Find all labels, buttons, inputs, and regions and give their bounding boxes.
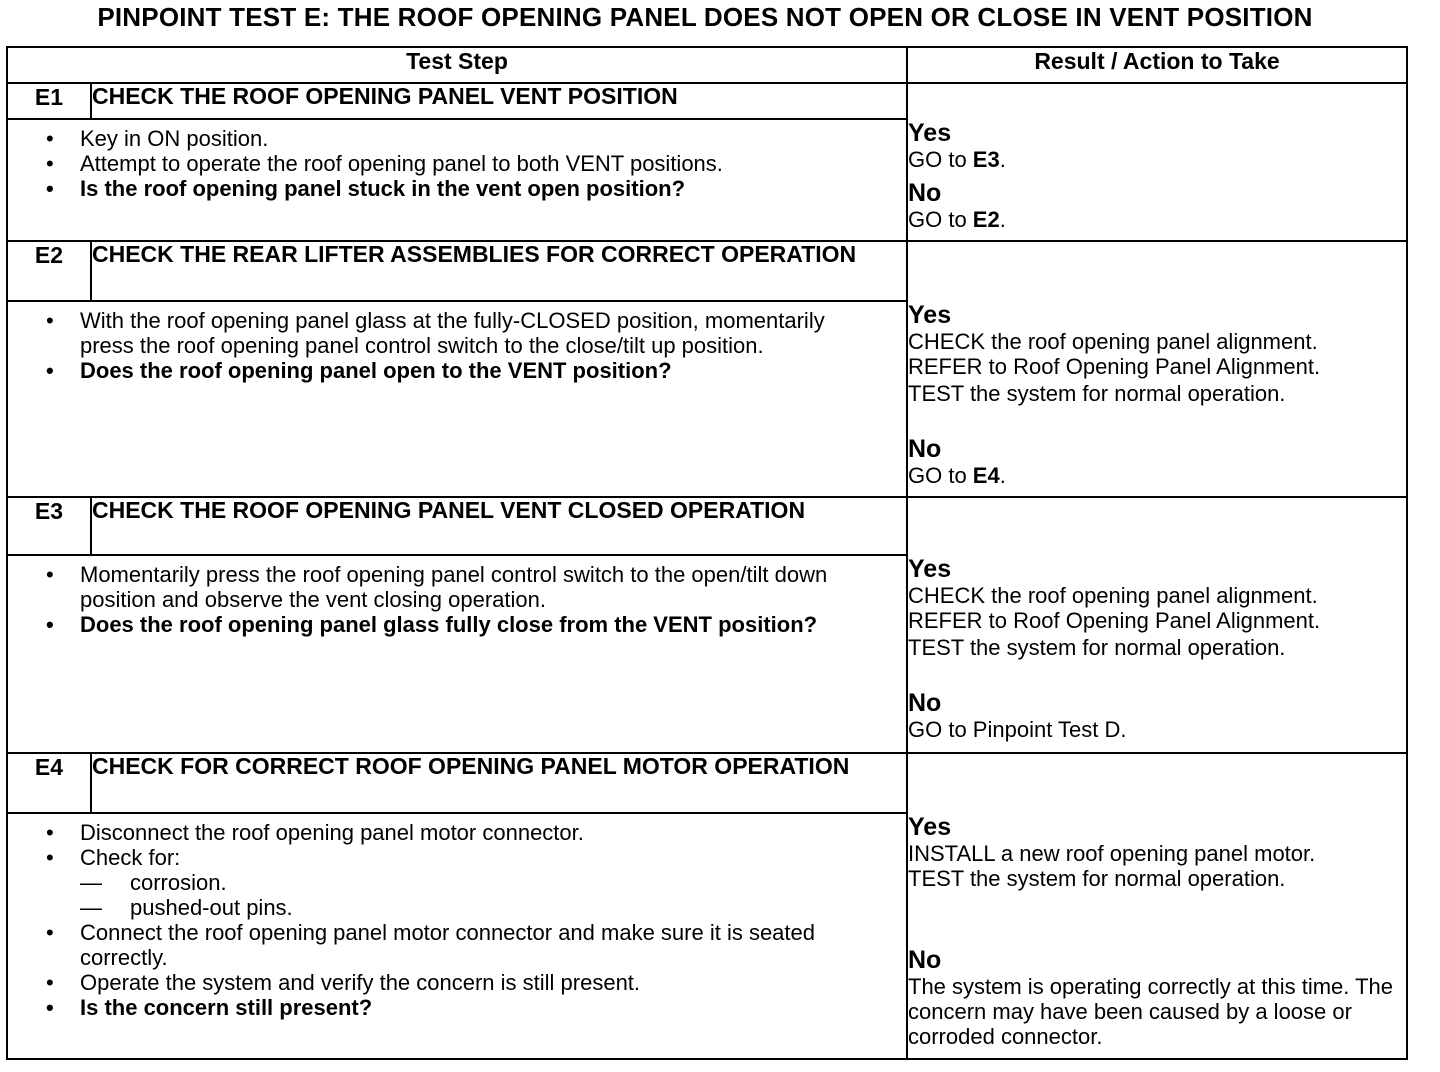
- step-title: CHECK FOR CORRECT ROOF OPENING PANEL MOTOR OPERATION: [91, 753, 907, 813]
- step-result: [907, 241, 1407, 497]
- no-action: The system is operating correctly at this time. The concern may have been caused by a loose or corroded connector.: [908, 974, 1393, 1049]
- no-action: GO to E2.: [908, 207, 1006, 232]
- list-item: • Check for: — corrosion. — pushed-out pins.: [44, 845, 876, 920]
- step-title-row: [7, 83, 1407, 119]
- sub-list-item: — corrosion.: [80, 870, 227, 895]
- no-label: No: [908, 179, 942, 207]
- step-id: E4: [7, 753, 91, 813]
- table-header-row: [7, 47, 1407, 83]
- step-instructions: [7, 813, 907, 1059]
- step-id: E3: [7, 497, 91, 555]
- step-question: • Is the concern still present?: [46, 995, 373, 1020]
- step-question: • Does the roof opening panel open to the VENT position?: [46, 358, 672, 383]
- step-question: • Does the roof opening panel glass fully close from the VENT position?: [46, 612, 818, 637]
- list-item: • Momentarily press the roof opening panel control switch to the open/tilt down position and observe the vent closing operation.: [46, 562, 828, 612]
- step-instructions: [7, 555, 907, 753]
- no-label: No: [908, 946, 942, 974]
- step-title: CHECK THE ROOF OPENING PANEL VENT POSITION: [91, 83, 907, 119]
- no-label: No: [908, 689, 942, 717]
- sub-list-item: — pushed-out pins.: [80, 895, 293, 920]
- step-title-row: [7, 497, 1407, 555]
- yes-action: TEST the system for normal operation.: [908, 635, 1286, 660]
- list-item: • Disconnect the roof opening panel motor connector.: [46, 820, 584, 845]
- step-instructions: [7, 301, 907, 497]
- step-question: • Is the roof opening panel stuck in the vent open position?: [46, 176, 686, 201]
- test-step-header: Test Step: [7, 47, 907, 83]
- no-action: GO to Pinpoint Test D.: [908, 717, 1127, 742]
- yes-action: INSTALL a new roof opening panel motor.: [908, 841, 1316, 866]
- yes-label: Yes: [908, 555, 952, 583]
- yes-action: GO to E3.: [908, 147, 1006, 172]
- yes-action: TEST the system for normal operation.: [908, 381, 1286, 406]
- step-result: [907, 83, 1407, 241]
- yes-action: REFER to Roof Opening Panel Alignment.: [908, 608, 1321, 633]
- step-title-row: [7, 753, 1407, 813]
- yes-action: CHECK the roof opening panel alignment.: [908, 583, 1318, 608]
- yes-action: REFER to Roof Opening Panel Alignment.: [908, 354, 1321, 379]
- list-item: • Operate the system and verify the concern is still present.: [46, 970, 641, 995]
- step-id: E2: [7, 241, 91, 301]
- yes-action: TEST the system for normal operation.: [908, 866, 1286, 891]
- step-instructions: [7, 119, 907, 241]
- result-header: Result / Action to Take: [907, 47, 1407, 83]
- step-title: CHECK THE REAR LIFTER ASSEMBLIES FOR CORRECT OPERATION: [91, 241, 907, 301]
- pinpoint-test-table: [6, 46, 1408, 1060]
- step-result: [907, 497, 1407, 753]
- yes-label: Yes: [908, 813, 952, 841]
- step-result: [907, 753, 1407, 1059]
- list-item: • Attempt to operate the roof opening panel to both VENT positions.: [46, 151, 723, 176]
- no-action: GO to E4.: [908, 463, 1006, 488]
- yes-label: Yes: [908, 301, 952, 329]
- no-label: No: [908, 435, 942, 463]
- page-title: PINPOINT TEST E: THE ROOF OPENING PANEL DOES NOT OPEN OR CLOSE IN VENT POSITION: [97, 2, 1313, 32]
- yes-action: CHECK the roof opening panel alignment.: [908, 329, 1318, 354]
- step-id: E1: [7, 83, 91, 119]
- yes-label: Yes: [908, 119, 952, 147]
- step-title: CHECK THE ROOF OPENING PANEL VENT CLOSED OPERATION: [91, 497, 907, 555]
- list-item: • Connect the roof opening panel motor connector and make sure it is seated correctly.: [46, 920, 816, 970]
- list-item: • With the roof opening panel glass at the fully-CLOSED position, momentarily press the roof opening panel control switch to the close/tilt up position.: [46, 308, 825, 358]
- step-title-row: [7, 241, 1407, 301]
- list-item: • Key in ON position.: [46, 126, 269, 151]
